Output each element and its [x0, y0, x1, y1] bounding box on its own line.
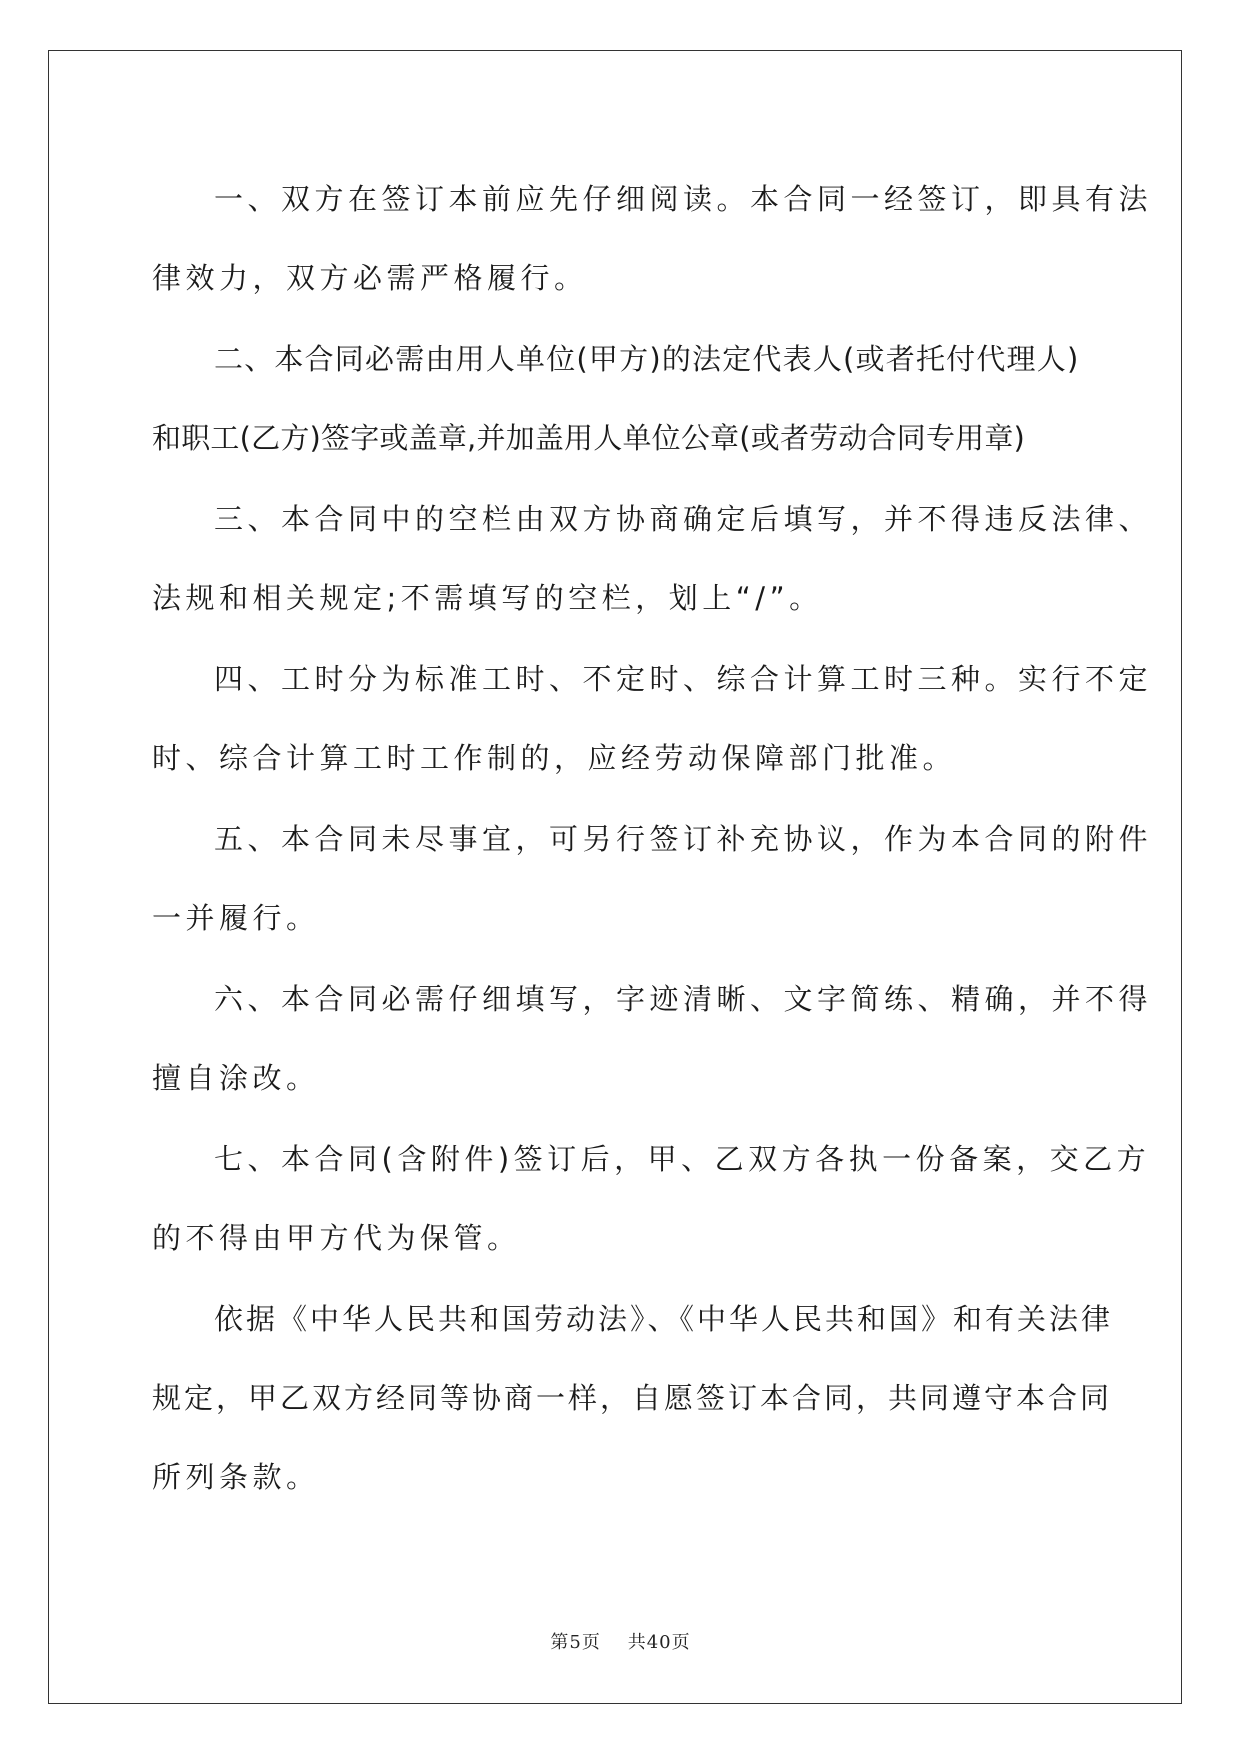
paragraph-line: 五、本合同未尽事宜，可另行签订补充协议，作为本合同的附件 — [214, 822, 1153, 856]
page-label-prefix: 第 — [550, 1632, 570, 1653]
paragraph-line: 七、本合同(含附件)签订后，甲、乙双方各执一份备案，交乙方 — [214, 1142, 1151, 1176]
page-label-suffix: 页 — [581, 1632, 601, 1653]
paragraph-line: 律效力，双方必需严格履行。 — [152, 261, 588, 295]
paragraph-2 — [152, 320, 1082, 478]
paragraph-line: 一、双方在签订本前应先仔细阅读。本合同一经签订，即具有法 — [214, 182, 1153, 216]
paragraph-line: 三、本合同中的空栏由双方协商确定后填写，并不得违反法律、 — [214, 502, 1153, 536]
paragraph-line: 的不得由甲方代为保管。 — [152, 1221, 521, 1255]
total-pages: 40 — [646, 1632, 672, 1653]
paragraph-line: 法规和相关规定;不需填写的空栏，划上“/”。 — [152, 581, 823, 615]
paragraph-6 — [152, 960, 1153, 1118]
paragraph-8 — [152, 1280, 1114, 1517]
paragraph-line: 依据《中华人民共和国劳动法》、《中华人民共和国》和有关法律 — [214, 1302, 1114, 1336]
page-footer — [0, 1628, 1241, 1654]
paragraph-line: 所列条款。 — [152, 1460, 320, 1494]
paragraph-7 — [152, 1120, 1151, 1278]
paragraph-line: 规定，甲乙双方经同等协商一样，自愿签订本合同，共同遵守本合同 — [152, 1381, 1113, 1415]
total-label-suffix: 页 — [671, 1632, 691, 1653]
page-number: 5 — [569, 1632, 582, 1653]
paragraph-line: 六、本合同必需仔细填写，字迹清晰、文字简练、精确，并不得 — [214, 982, 1153, 1016]
paragraph-1 — [152, 160, 1153, 318]
total-label-prefix: 共 — [627, 1632, 647, 1653]
paragraph-3 — [152, 480, 1153, 638]
paragraph-line: 四、工时分为标准工时、不定时、综合计算工时三种。实行不定 — [214, 662, 1153, 696]
paragraph-line: 擅自涂改。 — [152, 1061, 320, 1095]
paragraph-line: 和职工(乙方)签字或盖章,并加盖用人单位公章(或者劳动合同专用章) — [152, 421, 1026, 455]
paragraph-line: 一并履行。 — [152, 901, 320, 935]
paragraph-4 — [152, 640, 1153, 798]
paragraph-line: 二、本合同必需由用人单位(甲方)的法定代表人(或者托付代理人) — [214, 342, 1080, 376]
document-body — [152, 160, 1153, 1519]
paragraph-line: 时、综合计算工时工作制的，应经劳动保障部门批准。 — [152, 741, 957, 775]
paragraph-5 — [152, 800, 1153, 958]
